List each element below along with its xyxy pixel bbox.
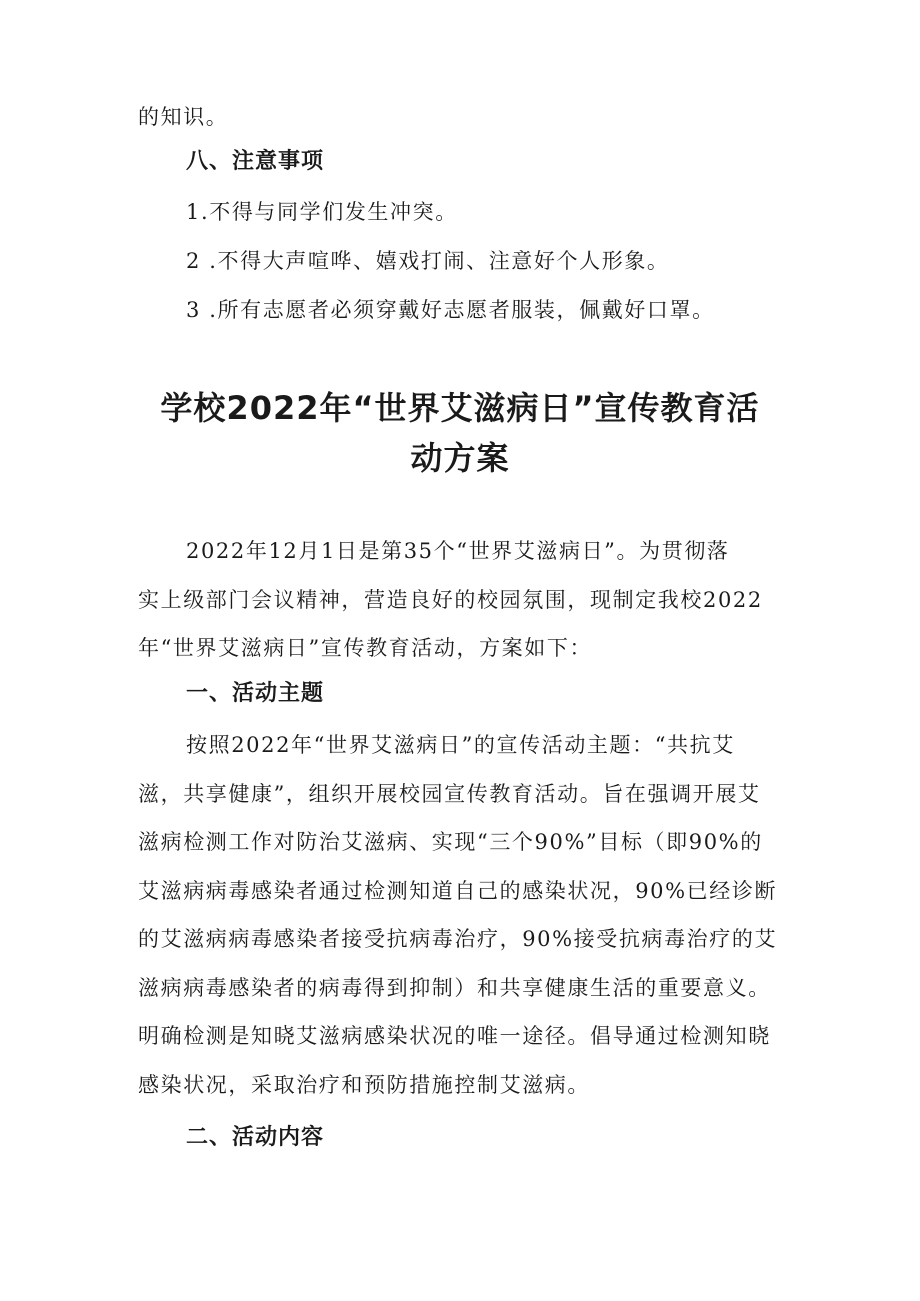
intro-paragraph-line: 2022年12月1日是第35个“世界艾滋病日”。为贯彻落 <box>186 539 730 563</box>
document-title-line2: 动方案 <box>410 439 510 477</box>
note-item: 2 .不得大声喧哗、嬉戏打闹、注意好个人形象。 <box>186 249 670 273</box>
theme-paragraph-line: 滋病检测工作对防治艾滋病、实现“三个90%”目标（即90%的 <box>138 830 763 854</box>
theme-paragraph-line: 滋，共享健康”，组织开展校园宣传教育活动。旨在强调开展艾 <box>138 782 761 806</box>
theme-paragraph-line: 明确检测是知晓艾滋病感染状况的唯一途径。倡导通过检测知晓 <box>138 1024 771 1048</box>
theme-paragraph-line: 感染状况，采取治疗和预防措施控制艾滋病。 <box>138 1073 590 1097</box>
theme-paragraph-line: 艾滋病病毒感染者通过检测知道自己的感染状况，90%已经诊断 <box>138 879 778 903</box>
note-item: 3 .所有志愿者必须穿戴好志愿者服装，佩戴好口罩。 <box>186 298 715 322</box>
section-heading-content: 二、活动内容 <box>186 1125 325 1150</box>
theme-paragraph-line: 按照2022年“世界艾滋病日”的宣传活动主题：“共抗艾 <box>186 733 735 757</box>
section-heading-theme: 一、活动主题 <box>186 681 325 706</box>
theme-paragraph-line: 的艾滋病病毒感染者接受抗病毒治疗，90%接受抗病毒治疗的艾 <box>138 927 778 951</box>
continuation-text: 的知识。 <box>138 105 229 129</box>
document-title-line1: 学校2022年“世界艾滋病日”宣传教育活 <box>160 389 760 427</box>
section-heading-notes: 八、注意事项 <box>186 149 325 174</box>
note-item: 1.不得与同学们发生冲突。 <box>186 200 458 224</box>
theme-paragraph-line: 滋病病毒感染者的病毒得到抑制）和共享健康生活的重要意义。 <box>138 976 771 1000</box>
intro-paragraph-line: 实上级部门会议精神，营造良好的校园氛围，现制定我校2022 <box>138 588 763 612</box>
intro-paragraph-line: 年“世界艾滋病日”宣传教育活动，方案如下： <box>138 636 593 660</box>
